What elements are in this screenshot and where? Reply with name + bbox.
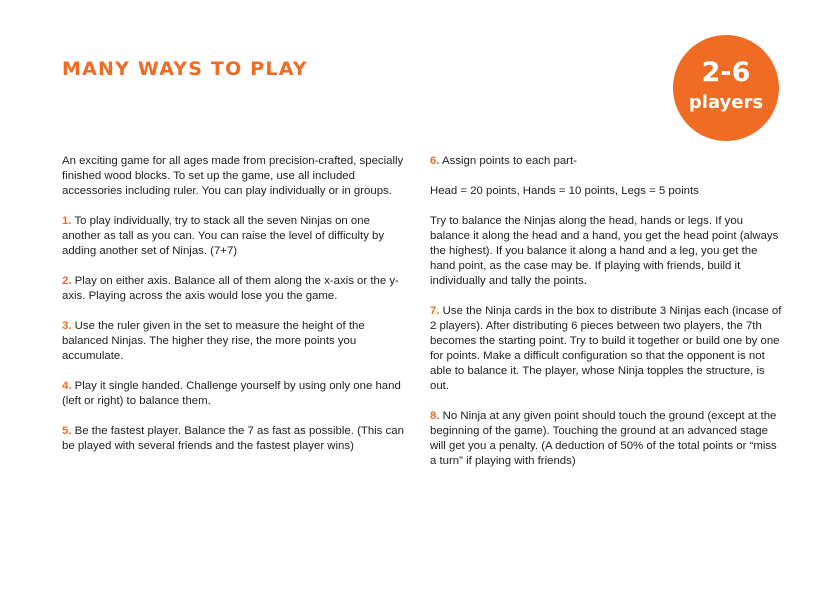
rule-3 [62,319,408,364]
rule-7 [430,304,782,394]
rule-number: 1. [62,215,72,227]
rule-number: 4. [62,380,72,392]
rule-text: Play it single handed. Challenge yourself by using only one hand (left or right) to balance them. [62,380,401,407]
balance-paragraph: Try to balance the Ninjas along the head, hands or legs. If you balance it along the head and a hand, you get the head point (always the highest). If you balance it along a hand and a leg, you get the hand point, as the case may be. If playing with friends, build it individually and tally the points. [430,215,779,287]
intro-paragraph: An exciting game for all ages made from precision-crafted, specially finished wood blocks. To set up the game, use all included accessories including ruler. You can play individually or in groups. [62,155,404,197]
rule-text: Use the Ninja cards in the box to distribute 3 Ninjas each (incase of 2 players). After distributing 6 pieces between two players, the 7th becomes the starting point. Try to build it together or build one by one for points. Make a difficult configuration so that the opponent is not able to balance it. The player, whose Ninja topples the structure, is out. [430,305,782,392]
rule-number: 8. [430,410,440,422]
right-column [430,154,782,484]
rule-number: 3. [62,320,72,332]
points-table: Head = 20 points, Hands = 10 points, Legs = 5 points [430,185,699,197]
rule-8 [430,409,782,469]
rule-text: To play individually, try to stack all the seven Ninjas on one another as tall as you can. You can raise the level of difficulty by adding another set of Ninjas. (7+7) [62,215,385,257]
rule-number: 6. [430,155,440,167]
rule-text: Use the ruler given in the set to measure the height of the balanced Ninjas. The higher they rise, the more points you accumulate. [62,320,365,362]
left-column [62,154,408,469]
rule-6 [430,154,782,169]
page-title: MANY WAYS TO PLAY [62,58,308,80]
rule-4 [62,379,408,409]
rule-1 [62,214,408,259]
rule-2 [62,274,408,304]
rule-text: Play on either axis. Balance all of them along the x-axis or the y-axis. Playing across the axis would lose you the game. [62,275,399,302]
rule-text: Be the fastest player. Balance the 7 as fast as possible. (This can be played with several friends and the fastest player wins) [62,425,404,452]
players-badge [673,35,779,141]
rule-number: 7. [430,305,440,317]
players-count: 2-6 [701,57,751,88]
rule-text: Assign points to each part- [439,155,577,167]
players-label: players [688,92,764,113]
rule-text: No Ninja at any given point should touch the ground (except at the beginning of the game). Touching the ground at an advanced stage will get you a penalty. (A deduction of 50% of the total points or “miss a turn” if playing with friends) [430,410,777,467]
rule-5 [62,424,408,454]
rule-number: 2. [62,275,72,287]
rule-number: 5. [62,425,72,437]
